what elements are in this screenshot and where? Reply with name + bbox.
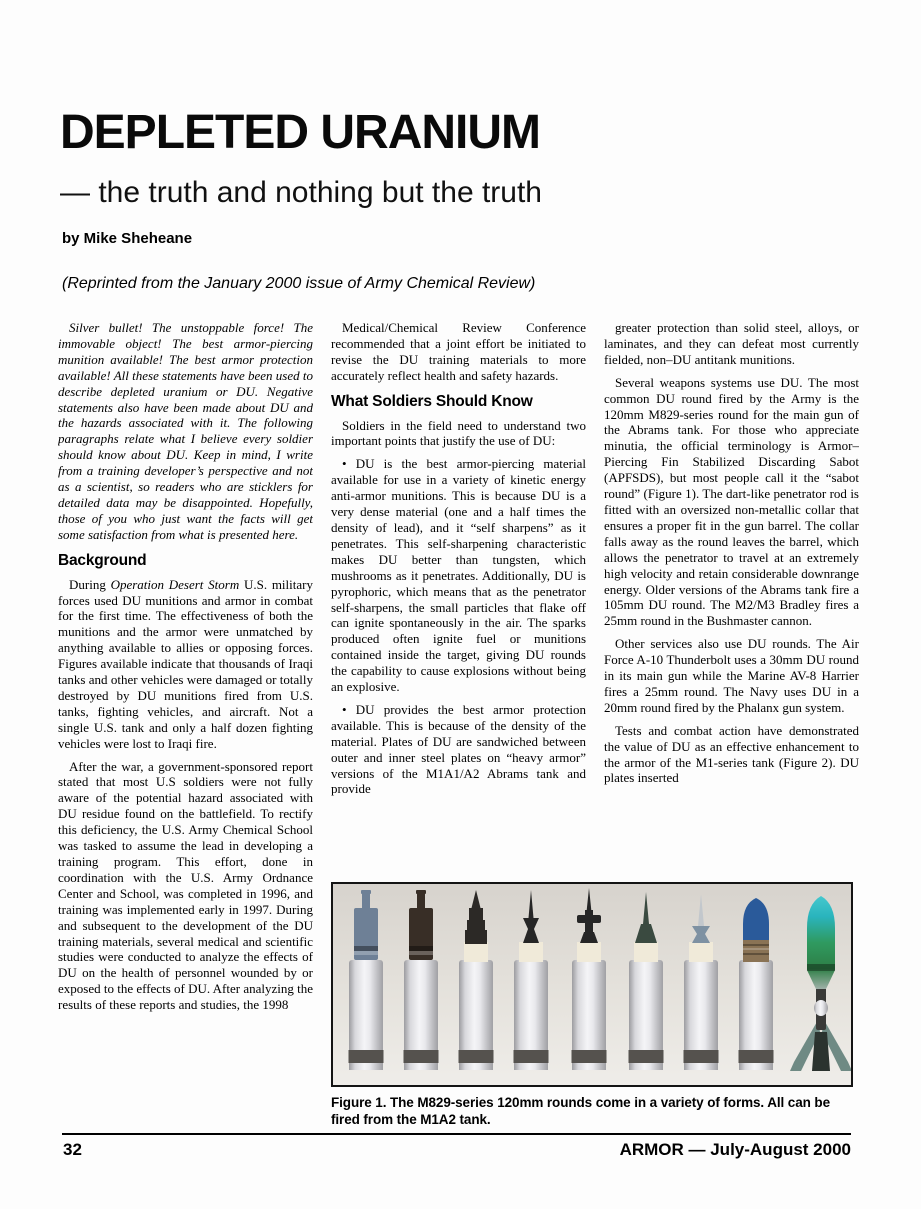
background-paragraph-2: After the war, a government-sponsored report stated that most U.S soldiers were not fully aware of the potential hazard associated with DU residue found on the battlefield. To rectify this deficiency, the U.S. Army Chemical School was tasked to assume the lead in developing a training program. This effort, done in coordination with the U.S. Army Ordnance Center and School, was completed in 1996, and training was implemented early in 1997. During and subsequent to the development of the DU training materials, several medical and scientific studies were conducted to analyze the effects of DU on the health of personnel wounded by or exposed to the effects of DU. After analyzing the results of these reports and studies, the 1998 (58, 758, 313, 1013)
tests-paragraph: Tests and combat action have demonstrated the value of DU as an effective enhancement to the armor of the M1-series tank (Figure 2). DU plates inserted (604, 722, 859, 786)
article-title: DEPLETED URANIUM (60, 106, 541, 159)
weapons-systems-paragraph: Several weapons systems use DU. The most common DU round fired by the Army is the 120mm M829-series round for the main gun of the Abrams tank. For those who appreciate minutia, the official terminology is Armor–Piercing Fin Stabilized Discarding Sabot (APFSDS), but most people call it the “sabot round” (Figure 1). The dart-like penetrator rod is fitted with an oversized non-metallic collar that ensures a proper fit in the gun barrel. The collar falls away as the round leaves the barrel, which allows the penetrator to travel at an extremely high velocity and retain considerable downrange energy. Older versions of the Abrams tank fire a 105mm DU round. The M2/M3 Bradley fires a 25mm round in the Bushmaster cannon. (604, 374, 859, 629)
paragraph-text: U.S. military forces used DU munitions and armor in combat for the first time. The effectiveness of both the munitions and the armor were unmatched by anything available to allies or opposing forces. Figures available indicate that thousands of Iraqi tanks and other vehicles were damaged or totally destroyed by DU munitions fired from U.S. tanks, fighting vehicles, and aircraft. Not a single U.S. tank and only a half dozen fighting vehicles were lost to Iraqi fire. (58, 576, 313, 751)
journal-footer: ARMOR — July-August 2000 (619, 1140, 851, 1159)
column-3 (604, 320, 859, 862)
figure-1-caption: Figure 1. The M829-series 120mm rounds come in a variety of forms. All can be fired from the M1A2 tank. (331, 1095, 830, 1127)
background-paragraph-1 (58, 577, 313, 752)
article-byline: by Mike Sheheane (62, 230, 193, 247)
bullet-point-2: • DU provides the best armor protection available. This is because of the density of the material. Plates of DU are sandwiched between outer and inner steel plates on “heavy armor” versions of the M1A1/A2 Abrams tank and provide (331, 701, 586, 797)
other-services-paragraph: Other services also use DU rounds. The Air Force A-10 Thunderbolt uses a 30mm DU round in its main gun while the Marine AV-8 Harrier fires a 25mm round. The Navy uses DU in a 20mm round fired by the Phalanx gun system. (604, 636, 859, 715)
lead-in-paragraph: Soldiers in the field need to understand two important points that justify the use of DU: (331, 417, 586, 449)
operation-name-italic: Operation Desert Storm (110, 576, 240, 592)
footer-rule (62, 1133, 851, 1135)
article-subtitle: — the truth and nothing but the truth (60, 176, 542, 209)
armor-paragraph: greater protection than solid steel, alloys, or laminates, and they can defeat most currently fielded, non–DU antitank munitions. (604, 320, 859, 367)
heading-background: Background (58, 551, 147, 569)
column-1 (58, 320, 313, 1132)
page-number: 32 (63, 1140, 82, 1159)
round-blue-nose-tan-band (739, 898, 774, 1070)
figure-1-photo (331, 882, 853, 1087)
intro-paragraph: Silver bullet! The unstoppable force! The immovable object! The best armor-piercing munition available! The best armor protection available! All these statements have been used to describe depleted uranium or DU. Negative statements also have been made about DU and the hazards associated with it. The following paragraphs relate what I believe every soldier should know about DU. Keep in mind, I write from a training developer’s perspective and not as a scientist, so readers who are sticklers for detailed data may be disappointed. Hopefully, those of you who just want the facts will get some satisfaction from what is presented here. (58, 320, 313, 542)
bullet-point-1: • DU is the best armor-piercing material available for use in a variety of kinetic energy anti-armor munitions. This is because DU is a very dense material (one and a half times the density of lead), and it “self sharpens” as it penetrates. This self-sharpening characteristic makes DU better than tungsten, which mushrooms as it penetrates. Additionally, DU is pyrophoric, which means that as the penetrator self-sharpens, the small particles that flake off can ignite spontaneously in the air. The sparks produced often ignite fuel or munitions contained inside the target, giving DU rounds the capability to cause explosions without being an explosive. (331, 456, 586, 695)
reprint-note: (Reprinted from the January 2000 issue of Army Chemical Review) (62, 275, 536, 292)
column-2 (331, 320, 586, 862)
heading-what-soldiers-should-know: What Soldiers Should Know (331, 392, 533, 410)
paragraph-text: During (69, 576, 111, 592)
continuation-paragraph: Medical/Chemical Review Conference recommended that a joint effort be initiated to revise the DU training materials to more accurately reflect health and safety hazards. (331, 320, 586, 383)
